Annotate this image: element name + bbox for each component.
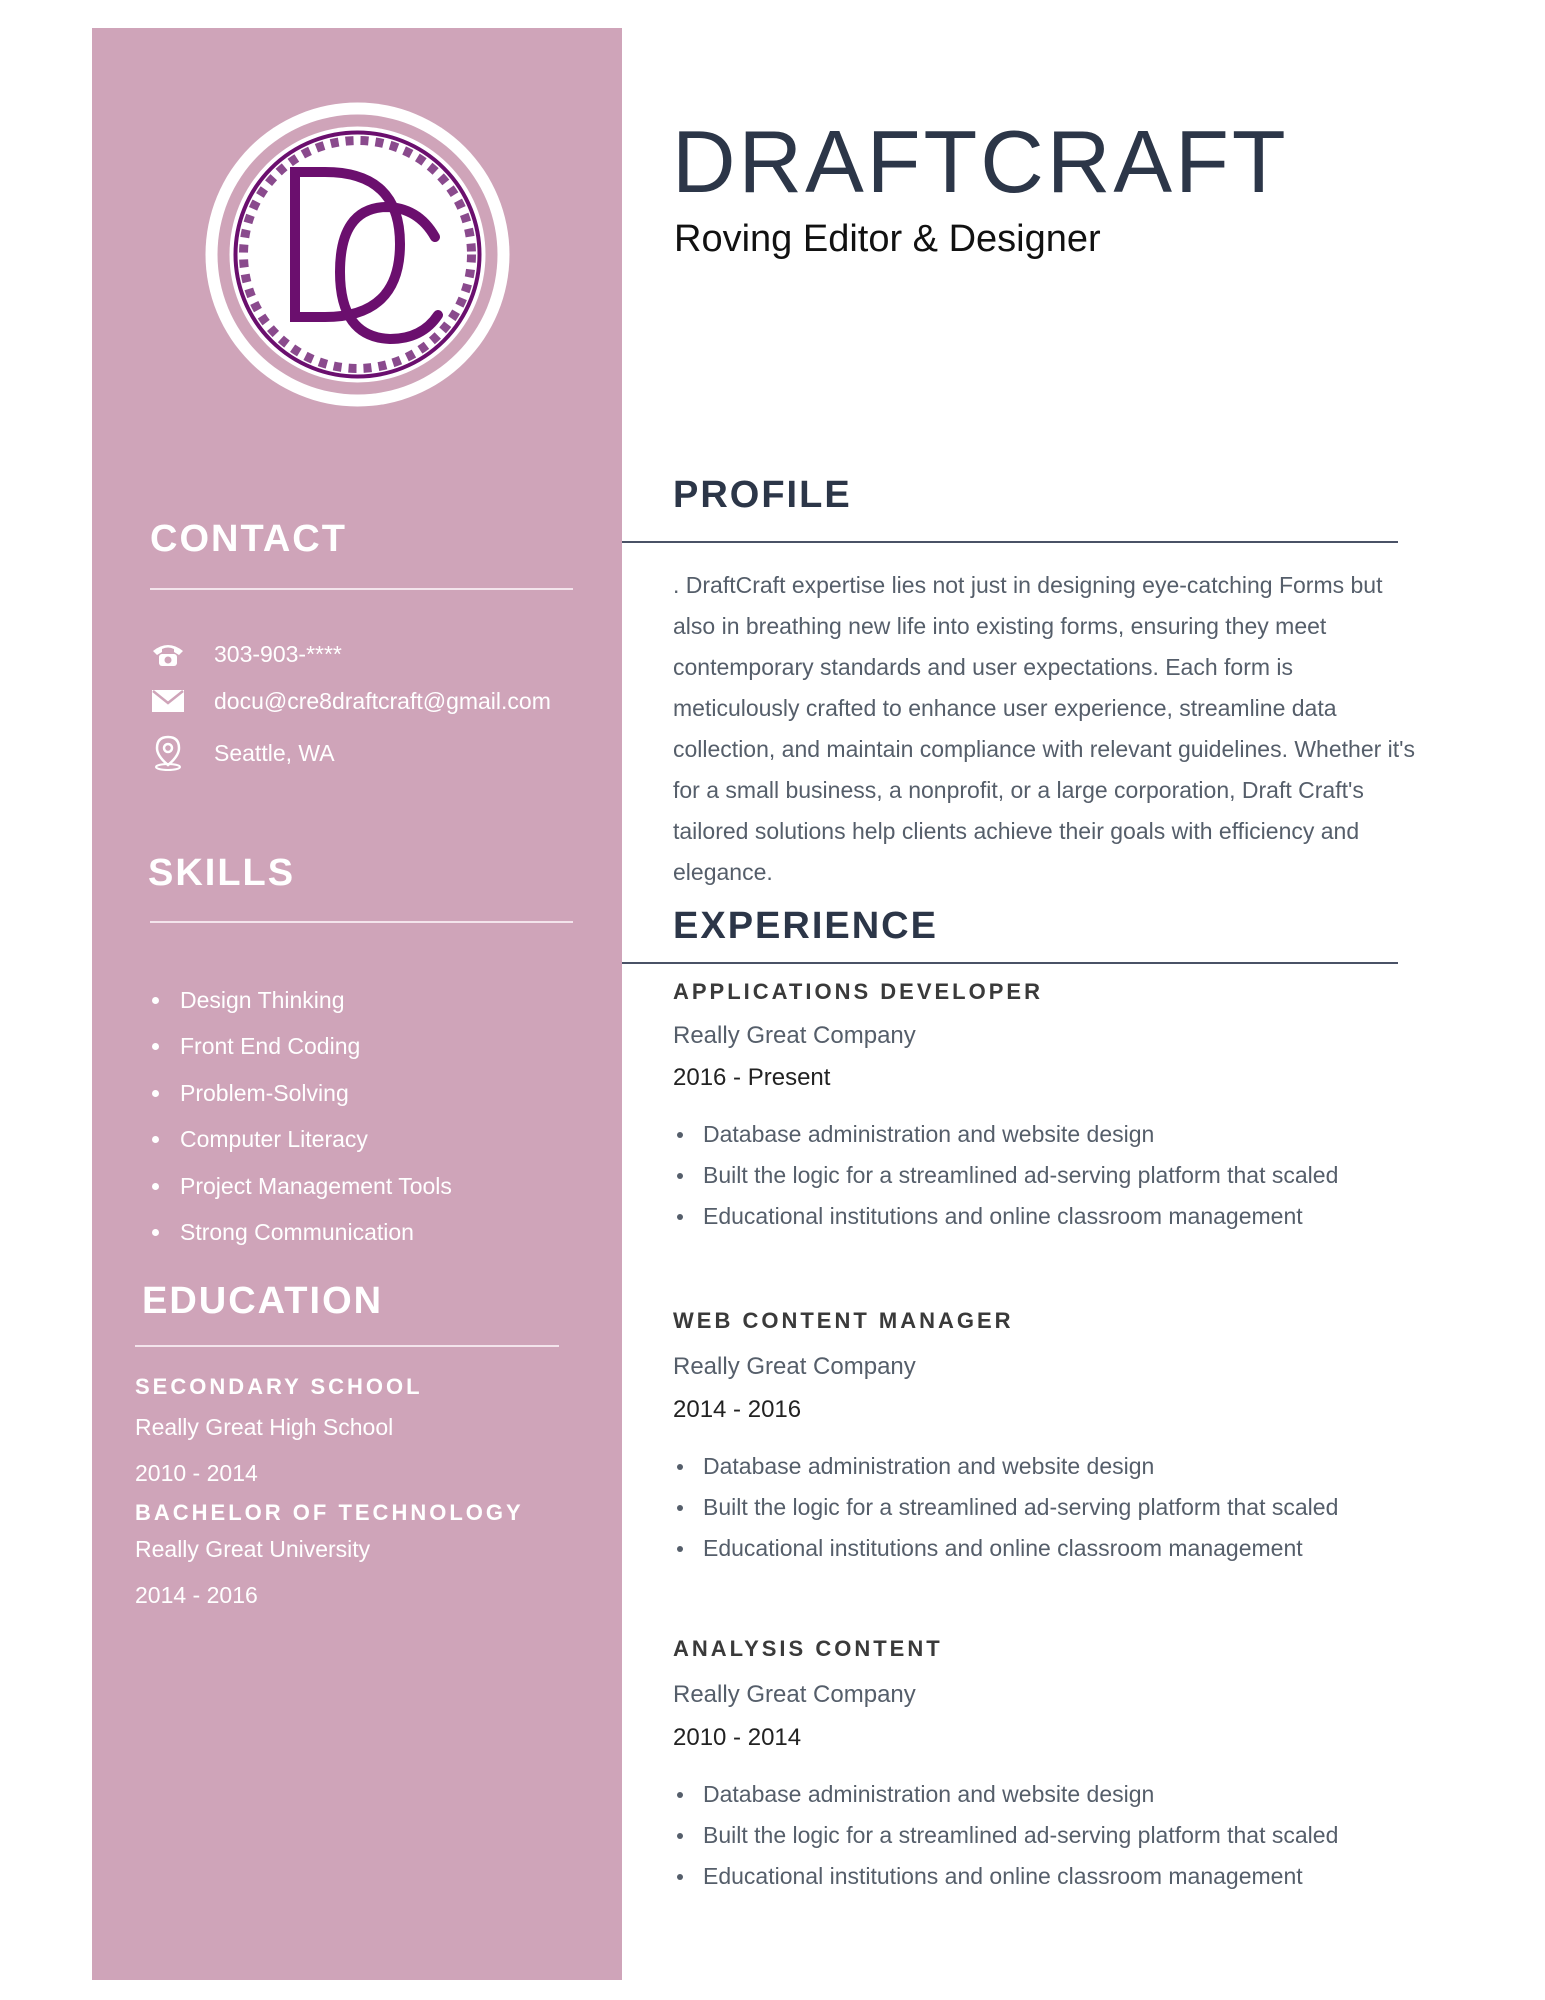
resume-name: DRAFTCRAFT: [672, 112, 1289, 211]
skill-item: Project Management Tools: [150, 1163, 452, 1209]
experience-divider: [622, 962, 1398, 964]
contact-divider: [150, 588, 573, 590]
experience-heading: EXPERIENCE: [673, 905, 938, 947]
job-title: APPLICATIONS DEVELOPER: [673, 979, 1043, 1004]
job-bullet: Educational institutions and online classroom management: [673, 1196, 1413, 1237]
job-company: Really Great Company: [673, 1353, 916, 1380]
contact-heading: CONTACT: [150, 518, 347, 560]
education-school: Really Great High School: [135, 1414, 394, 1440]
job-dates: 2014 - 2016: [673, 1396, 802, 1423]
profile-divider: [622, 541, 1398, 543]
job-bullets: [673, 1114, 1413, 1237]
location-icon: [150, 735, 186, 771]
phone-number: 303-903-****: [214, 640, 342, 667]
job-bullet: Educational institutions and online classroom management: [673, 1856, 1413, 1897]
job-dates: 2016 - Present: [673, 1064, 831, 1091]
job-bullet: Built the logic for a streamlined ad-serving platform that scaled: [673, 1155, 1413, 1196]
dc-logo: [200, 97, 515, 412]
job-dates: 2010 - 2014: [673, 1724, 802, 1751]
education-school: Really Great University: [135, 1536, 371, 1562]
profile-heading: PROFILE: [673, 474, 852, 516]
job-title: WEB CONTENT MANAGER: [673, 1308, 1014, 1333]
education-divider: [135, 1345, 559, 1347]
job-company: Really Great Company: [673, 1681, 916, 1708]
job-bullet: Educational institutions and online classroom management: [673, 1528, 1413, 1569]
job-bullets: [673, 1446, 1413, 1569]
job-company: Really Great Company: [673, 1022, 916, 1049]
education-dates: 2014 - 2016: [135, 1582, 258, 1608]
skills-divider: [150, 921, 573, 923]
education-heading: EDUCATION: [142, 1280, 384, 1322]
email-address[interactable]: docu@cre8draftcraft@gmail.com: [214, 687, 551, 714]
location-text: Seattle, WA: [214, 739, 335, 766]
skill-item: Front End Coding: [150, 1023, 452, 1069]
education-title: BACHELOR OF TECHNOLOGY: [135, 1500, 524, 1525]
job-bullet: Database administration and website design: [673, 1114, 1413, 1155]
education-dates: 2010 - 2014: [135, 1460, 258, 1486]
contact-email: [150, 681, 551, 721]
job-bullets: [673, 1774, 1413, 1897]
mail-icon: [150, 683, 186, 719]
skill-item: Computer Literacy: [150, 1116, 452, 1162]
skill-item: Strong Communication: [150, 1209, 452, 1255]
profile-text: . DraftCraft expertise lies not just in designing eye-catching Forms but also in breathing new life into existing forms, ensuring they meet contemporary standards and user expectations. Each form is meticulously crafted to enhance user experience, streamline data collection, and maintain compliance with relevant guidelines. Whether it's for a small business, a nonprofit, or a large corporation, Draft Craft's tailored solutions help clients achieve their goals with efficiency and elegance.: [673, 572, 1416, 885]
education-title: SECONDARY SCHOOL: [135, 1374, 423, 1399]
contact-location: [150, 733, 335, 773]
job-bullet: Database administration and website design: [673, 1446, 1413, 1487]
skills-list: [150, 977, 452, 1255]
skill-item: Design Thinking: [150, 977, 452, 1023]
job-bullet: Built the logic for a streamlined ad-serving platform that scaled: [673, 1487, 1413, 1528]
resume-role: Roving Editor & Designer: [674, 218, 1101, 260]
phone-icon: [150, 636, 186, 672]
job-bullet: Database administration and website design: [673, 1774, 1413, 1815]
skill-item: Problem-Solving: [150, 1070, 452, 1116]
contact-phone: [150, 634, 342, 674]
skills-heading: SKILLS: [148, 852, 296, 894]
job-bullet: Built the logic for a streamlined ad-serving platform that scaled: [673, 1815, 1413, 1856]
job-title: ANALYSIS CONTENT: [673, 1636, 943, 1661]
